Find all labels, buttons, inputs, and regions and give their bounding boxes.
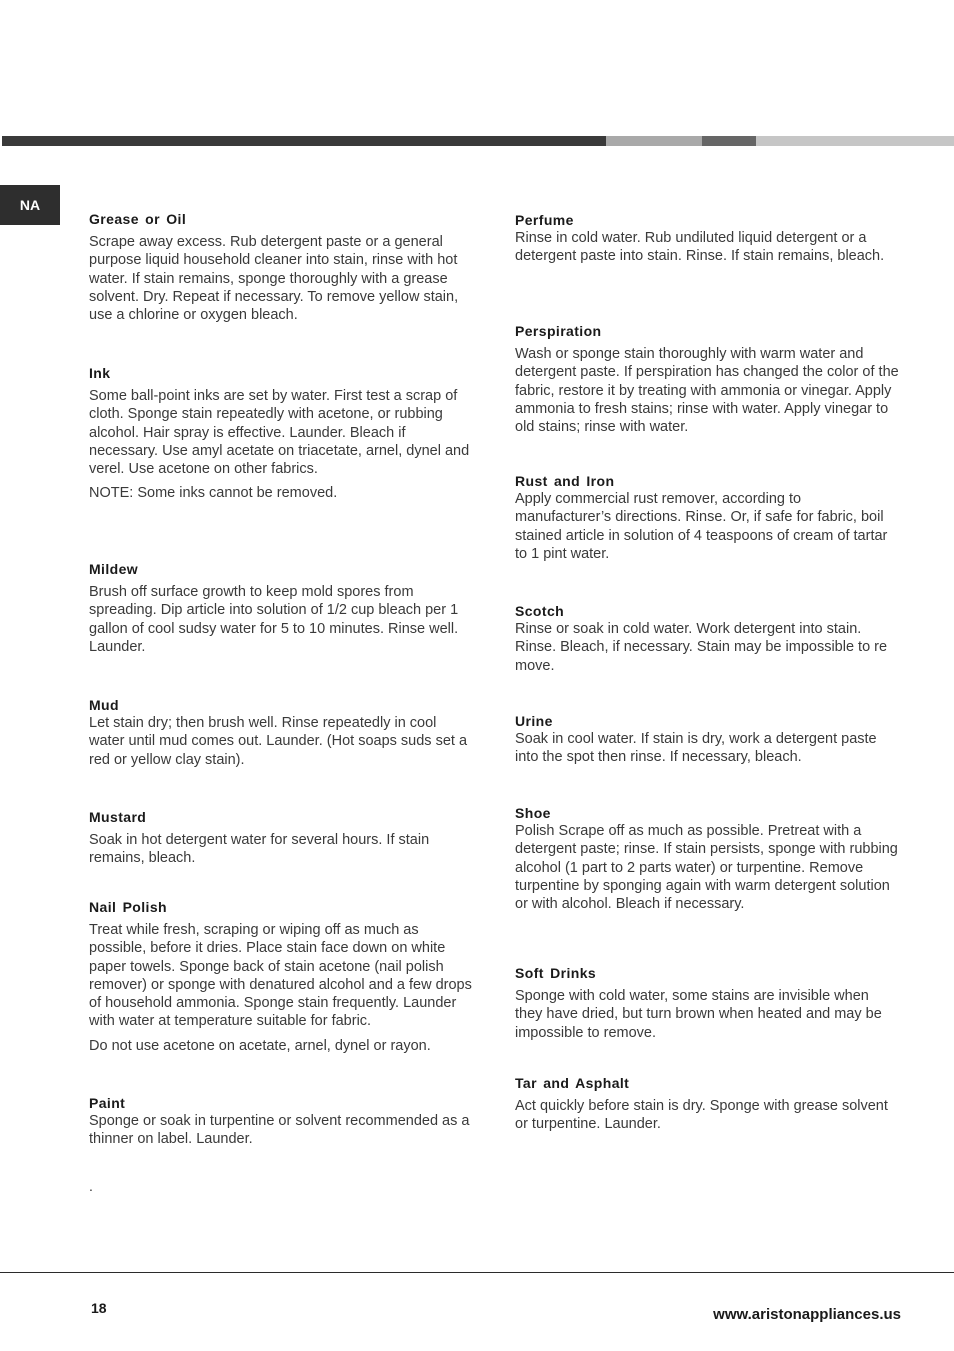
- stain-entry-shoe: [515, 804, 900, 913]
- entry-title: Paint: [89, 1095, 126, 1111]
- stain-entry-perfume: [515, 211, 900, 266]
- stain-entry-mustard: [89, 808, 474, 868]
- entry-title: Grease or Oil: [89, 211, 187, 227]
- page-number: 18: [91, 1300, 107, 1316]
- entry-title: Soft Drinks: [515, 965, 597, 981]
- entry-text: Some ball-point inks are set by water. First test a scrap of cloth. Sponge stain repeatedly with acetone, or rubbing alcohol. Hair spray is effective. Launder. Bleach if necessary. Use amyl acetate on triacetate, arnel, dynel and verel. Use acetone on other fabrics.: [89, 388, 470, 478]
- footer-divider: [0, 1272, 954, 1273]
- stain-entry-tar-and-asphalt: [515, 1074, 900, 1134]
- stain-entry-soft-drinks: [515, 964, 900, 1042]
- entry-title: Mud: [89, 697, 119, 713]
- stain-entry-nail-polish: [89, 898, 474, 1055]
- header-bar-dark: [2, 136, 606, 146]
- stain-entry-mud: [89, 696, 474, 769]
- entry-title: Mildew: [89, 561, 139, 577]
- header-bar-light: [606, 136, 702, 146]
- entry-text: Polish Scrape off as much as possible. Pretreat with a detergent paste; rinse. If stain persists, sponge with rubbing alcohol (1 part to 2 parts water) or turpentine. Remove turpentine by sponging again with warm detergent solution or with alcohol. Bleach if necessary.: [515, 823, 898, 913]
- entry-text: Let stain dry; then brush well. Rinse repeatedly in cool water until mud comes out. Launder. (Hot soaps suds set a red or yellow clay stain).: [89, 715, 468, 768]
- region-tab: NA: [0, 185, 60, 225]
- entry-title: Perspiration: [515, 323, 602, 339]
- entry-text: Sponge or soak in turpentine or solvent recommended as a thinner on label. Launder.: [89, 1113, 470, 1148]
- entry-text: Brush off surface growth to keep mold spores from spreading. Dip article into solution of 1/2 cup bleach per 1 gallon of cool sudsy water for 5 to 10 minutes. Rinse well. Launder.: [89, 584, 459, 655]
- entry-note: Do not use acetone on acetate, arnel, dynel or rayon.: [89, 1037, 431, 1054]
- entry-title: Perfume: [515, 212, 574, 228]
- entry-text: Act quickly before stain is dry. Sponge with grease solvent or turpentine. Launder.: [515, 1098, 888, 1133]
- stain-entry-urine: [515, 712, 900, 767]
- entry-text: Soak in hot detergent water for several hours. If stain remains, bleach.: [89, 832, 430, 867]
- entry-text: Wash or sponge stain thoroughly with warm water and detergent paste. If perspiration has changed the color of the fabric, restore it by treating with ammonia or vinegar. Apply ammonia to fresh stains; rinse with water. Apply vinegar to old stains; rinse with water.: [515, 346, 899, 436]
- entry-title: Rust and Iron: [515, 473, 615, 489]
- stain-entry-rust-and-iron: [515, 472, 900, 563]
- header-bar-mid: [702, 136, 756, 146]
- entry-title: Nail Polish: [89, 899, 167, 915]
- entry-title: Tar and Asphalt: [515, 1075, 630, 1091]
- entry-text: Scrape away excess. Rub detergent paste or a general purpose liquid household cleaner into stain, rinse with hot water. If stain remains, sponge thoroughly with a grease solvent. Dry. Repeat if necessary. To remove yellow stain, use a chlorine or oxygen bleach.: [89, 234, 459, 324]
- stain-entry-scotch: [515, 602, 900, 675]
- entry-text: Treat while fresh, scraping or wiping off as much as possible, before it dries. Place stain face down on white paper towels. Sponge back of stain acetone (nail polish remover) or sponge with denatured alcohol and a few drops of household ammonia. Sponge stain frequently. Launder with water at temperature suitable for fabric.: [89, 922, 472, 1030]
- entry-text: Rinse or soak in cold water. Work detergent into stain. Rinse. Bleach, if necessary. Stain may be impossible to re move.: [515, 621, 888, 674]
- entry-title: Mustard: [89, 809, 147, 825]
- stain-entry-mildew: [89, 560, 474, 656]
- entry-text: Soak in cool water. If stain is dry, work a detergent paste into the spot then rinse. If necessary, bleach.: [515, 731, 877, 766]
- website-url: www.aristonappliances.us: [713, 1306, 901, 1323]
- entry-text: Apply commercial rust remover, according to manufacturer’s directions. Rinse. Or, if safe for fabric, boil stained article in solution of 4 teaspoons of cream of tartar to 1 pint water.: [515, 491, 888, 562]
- stain-entry-perspiration: [515, 322, 900, 436]
- entry-title: Shoe: [515, 805, 551, 821]
- header-bar-pale: [756, 136, 954, 146]
- stain-entry-paint: [89, 1094, 474, 1149]
- entry-title: Ink: [89, 365, 111, 381]
- entry-text: Rinse in cold water. Rub undiluted liquid detergent or a detergent paste into stain. Rinse. If stain remains, bleach.: [515, 230, 885, 265]
- stain-entry-grease-or-oil: [89, 210, 474, 324]
- entry-title: Urine: [515, 713, 553, 729]
- stain-entry-ink: [89, 364, 474, 503]
- entry-text: Sponge with cold water, some stains are invisible when they have dried, but turn brown when heated and may be impossible to remove.: [515, 988, 882, 1041]
- stray-period: .: [89, 1178, 93, 1194]
- entry-title: Scotch: [515, 603, 565, 619]
- entry-note: NOTE: Some inks cannot be removed.: [89, 485, 338, 502]
